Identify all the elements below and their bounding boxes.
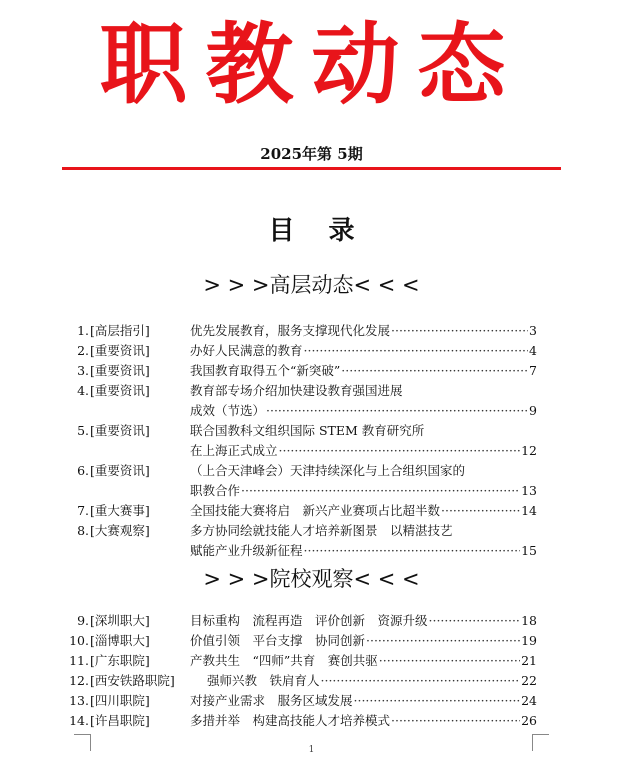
- toc-item-page: 12: [521, 443, 537, 458]
- toc-item-title-cont: 成效（节选）: [190, 403, 266, 418]
- issue-number: 2025年第 5期: [260, 145, 363, 163]
- toc-item-title: 价值引领 平台支撑 协同创新: [190, 633, 366, 648]
- toc-item-title: 强师兴教 铁肩育人: [207, 673, 320, 688]
- section-heading-leadership: > > >高层动态< < <: [203, 273, 420, 297]
- toc-item-page: 15: [521, 543, 537, 558]
- toc-item-category: [四川职院]: [90, 693, 150, 708]
- toc-item-category: [高层指引]: [90, 323, 150, 338]
- toc-item-number: 6.: [77, 463, 89, 478]
- toc-item-number: 14.: [69, 713, 89, 728]
- toc-item-number: 7.: [77, 503, 89, 518]
- toc-item-page: 9: [529, 403, 537, 418]
- toc-item-category: [大赛观察]: [90, 523, 150, 538]
- toc-item-page: 14: [521, 503, 537, 518]
- toc-item-title: 教育部专场介绍加快建设教育强国进展: [190, 383, 403, 398]
- toc-item-number: 12.: [69, 673, 89, 688]
- toc-item-category: [重要资讯]: [90, 363, 150, 378]
- toc-item-category: [广东职院]: [90, 653, 150, 668]
- toc-item-number: 3.: [77, 363, 89, 378]
- toc-item-number: 1.: [77, 323, 89, 338]
- toc-item-title-cont: 在上海正式成立: [190, 443, 278, 458]
- masthead-title: 职教动态: [99, 12, 524, 116]
- toc-title: 目录: [268, 216, 389, 246]
- toc-item-page: 13: [521, 483, 537, 498]
- toc-item-number: 13.: [69, 693, 89, 708]
- toc-item-title: 产教共生 “四师”共育 赛创共驱: [190, 653, 378, 668]
- toc-item-category: [深圳职大]: [90, 613, 150, 628]
- toc-item-number: 2.: [77, 343, 89, 358]
- toc-item-title: 全国技能大赛将启 新兴产业赛项占比超半数: [190, 503, 441, 518]
- toc-item-number: 9.: [77, 613, 89, 628]
- toc-item-title: 联合国教科文组织国际 STEM 教育研究所: [190, 423, 425, 438]
- toc-item-page: 22: [521, 673, 537, 688]
- toc-item-page: 4: [529, 343, 537, 358]
- toc-item-title: 多措并举 构建高技能人才培养模式: [190, 713, 391, 728]
- toc-item-number: 4.: [77, 383, 89, 398]
- toc-item-number: 5.: [77, 423, 89, 438]
- toc-item-category: [重要资讯]: [90, 463, 150, 478]
- toc-item-title-cont: 职教合作: [190, 483, 241, 498]
- toc-item-page: 18: [521, 613, 537, 628]
- toc-item-category: [重要资讯]: [90, 343, 150, 358]
- toc-item-category: [重大赛事]: [90, 503, 150, 518]
- toc-item-category: [重要资讯]: [90, 423, 150, 438]
- toc-item-category: [西安铁路职院]: [90, 673, 175, 688]
- toc-item-title: 我国教育取得五个“新突破”: [190, 363, 341, 378]
- section-heading-institutions: > > >院校观察< < <: [203, 567, 420, 591]
- toc-item-number: 11.: [69, 653, 89, 668]
- toc-item-page: 19: [521, 633, 537, 648]
- page-number: 1: [308, 745, 315, 755]
- toc-item-page: 26: [521, 713, 537, 728]
- toc-item-title: 目标重构 流程再造 评价创新 资源升级: [190, 613, 428, 628]
- toc-item-category: [重要资讯]: [90, 383, 150, 398]
- toc-item-title: 优先发展教育，服务支撑现代化发展: [190, 323, 391, 338]
- toc-item-page: 7: [529, 363, 537, 378]
- toc-item-page: 21: [521, 653, 537, 668]
- red-divider: [62, 167, 561, 170]
- toc-item-category: [淄博职大]: [90, 633, 150, 648]
- toc-item-title: 多方协同绘就技能人才培养新图景 以精湛技艺: [190, 523, 453, 538]
- toc-item-title: 对接产业需求 服务区域发展: [190, 693, 353, 708]
- toc-item-page: 24: [521, 693, 537, 708]
- toc-item-title: 办好人民满意的教育: [190, 343, 303, 358]
- toc-item-number: 10.: [69, 633, 89, 648]
- toc-item-page: 3: [529, 323, 537, 338]
- toc-item-title-cont: 赋能产业升级新征程: [190, 543, 303, 558]
- toc-item-category: [许昌职院]: [90, 713, 150, 728]
- toc-item-number: 8.: [77, 523, 89, 538]
- toc-item-title: （上合天津峰会）天津持续深化与上合组织国家的: [190, 463, 466, 478]
